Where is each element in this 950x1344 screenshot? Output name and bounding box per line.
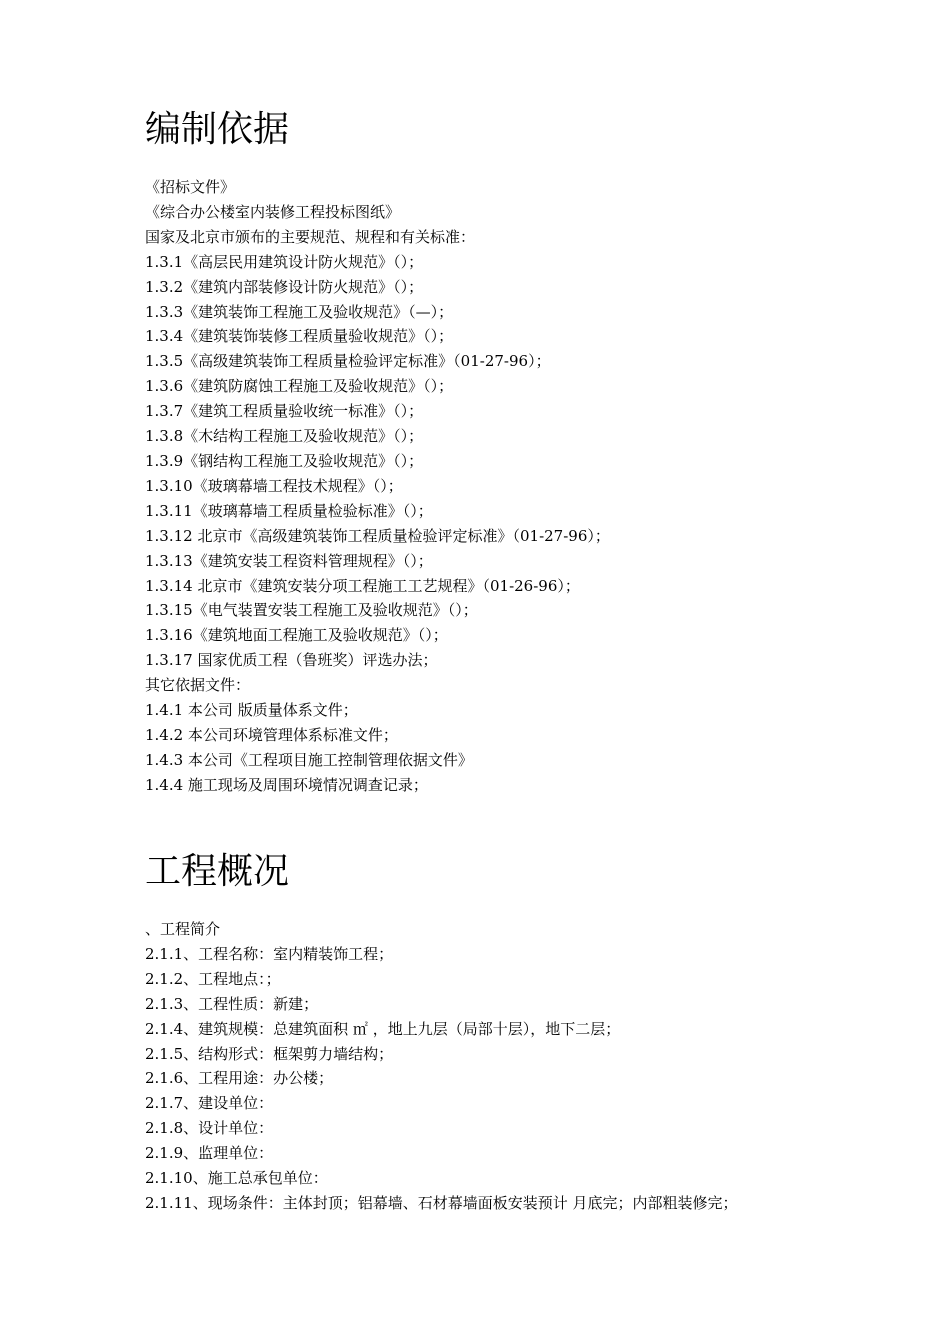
list-item: 1.4.3 本公司《工程项目施工控制管理依据文件》 — [145, 750, 473, 769]
basis-list — [145, 175, 610, 798]
list-item: 1.3.11《玻璃幕墙工程质量检验标准》（）； — [145, 501, 433, 520]
list-item: 2.1.9、监理单位： — [145, 1144, 274, 1163]
list-item: 1.3.7《建筑工程质量验收统一标准》（）； — [145, 402, 424, 421]
list-item: 1.3.14 北京市《建筑安装分项工程施工工艺规程》（01-26-96）； — [145, 576, 580, 595]
overview-list — [145, 917, 737, 1216]
list-item: 1.3.3《建筑装饰工程施工及验收规范》（—）； — [145, 302, 454, 321]
section-heading-overview: 工程概况 — [145, 851, 290, 892]
list-item: 其它依据文件： — [145, 676, 251, 695]
list-item: 《招标文件》 — [145, 178, 236, 196]
list-item: 1.3.9《钢结构工程施工及验收规范》（）； — [145, 451, 424, 470]
list-item: 国家及北京市颁布的主要规范、规程和有关标准： — [145, 227, 476, 246]
list-item: 2.1.7、建设单位： — [145, 1094, 274, 1113]
list-item: 《综合办公楼室内装修工程投标图纸》 — [145, 202, 401, 221]
list-item: 2.1.1、工程名称：室内精装饰工程； — [145, 944, 394, 963]
list-item: 1.3.1《高层民用建筑设计防火规范》（）； — [145, 252, 424, 271]
list-item: 1.3.16《建筑地面工程施工及验收规范》（）； — [145, 626, 448, 645]
list-item: 1.4.4 施工现场及周围环境情况调查记录； — [145, 775, 428, 794]
list-item: 1.4.2 本公司环境管理体系标准文件； — [145, 725, 398, 744]
section-heading-basis: 编制依据 — [145, 109, 290, 150]
list-item: 2.1.10、施工总承包单位： — [145, 1169, 328, 1188]
list-item: 1.3.12 北京市《高级建筑装饰工程质量检验评定标准》（01-27-96）； — [145, 526, 610, 545]
list-item: 2.1.5、结构形式：框架剪力墙结构； — [145, 1044, 394, 1063]
list-item: 2.1.8、设计单位： — [145, 1119, 274, 1138]
list-item: 2.1.4、建筑规模：总建筑面积 ㎡ ，地上九层（局部十层），地下二层； — [145, 1019, 621, 1038]
list-item: 2.1.3、工程性质：新建； — [145, 994, 319, 1013]
list-item: 、工程简介 — [145, 920, 221, 938]
list-item: 1.3.5《高级建筑装饰工程质量检验评定标准》（01-27-96）； — [145, 352, 551, 371]
list-item: 1.3.4《建筑装饰装修工程质量验收规范》（）； — [145, 327, 454, 346]
list-item: 1.3.17 国家优质工程（鲁班奖）评选办法； — [145, 651, 438, 670]
list-item: 2.1.6、工程用途：办公楼； — [145, 1069, 334, 1088]
list-item: 2.1.2、工程地点：； — [145, 969, 281, 988]
list-item: 1.3.13《建筑安装工程资料管理规程》（）； — [145, 551, 433, 570]
list-item: 1.3.15《电气装置安装工程施工及验收规范》（）； — [145, 601, 478, 620]
list-item: 2.1.11、现场条件：主体封顶；铝幕墙、石材幕墙面板安装预计 月底完；内部粗装修完； — [145, 1193, 738, 1212]
list-item: 1.3.8《木结构工程施工及验收规范》（）； — [145, 427, 424, 446]
list-item: 1.3.6《建筑防腐蚀工程施工及验收规范》（）； — [145, 377, 454, 396]
list-item: 1.3.10《玻璃幕墙工程技术规程》（）； — [145, 476, 403, 495]
list-item: 1.4.1 本公司 版质量体系文件； — [145, 701, 358, 720]
list-item: 1.3.2《建筑内部装修设计防火规范》（）； — [145, 277, 424, 296]
